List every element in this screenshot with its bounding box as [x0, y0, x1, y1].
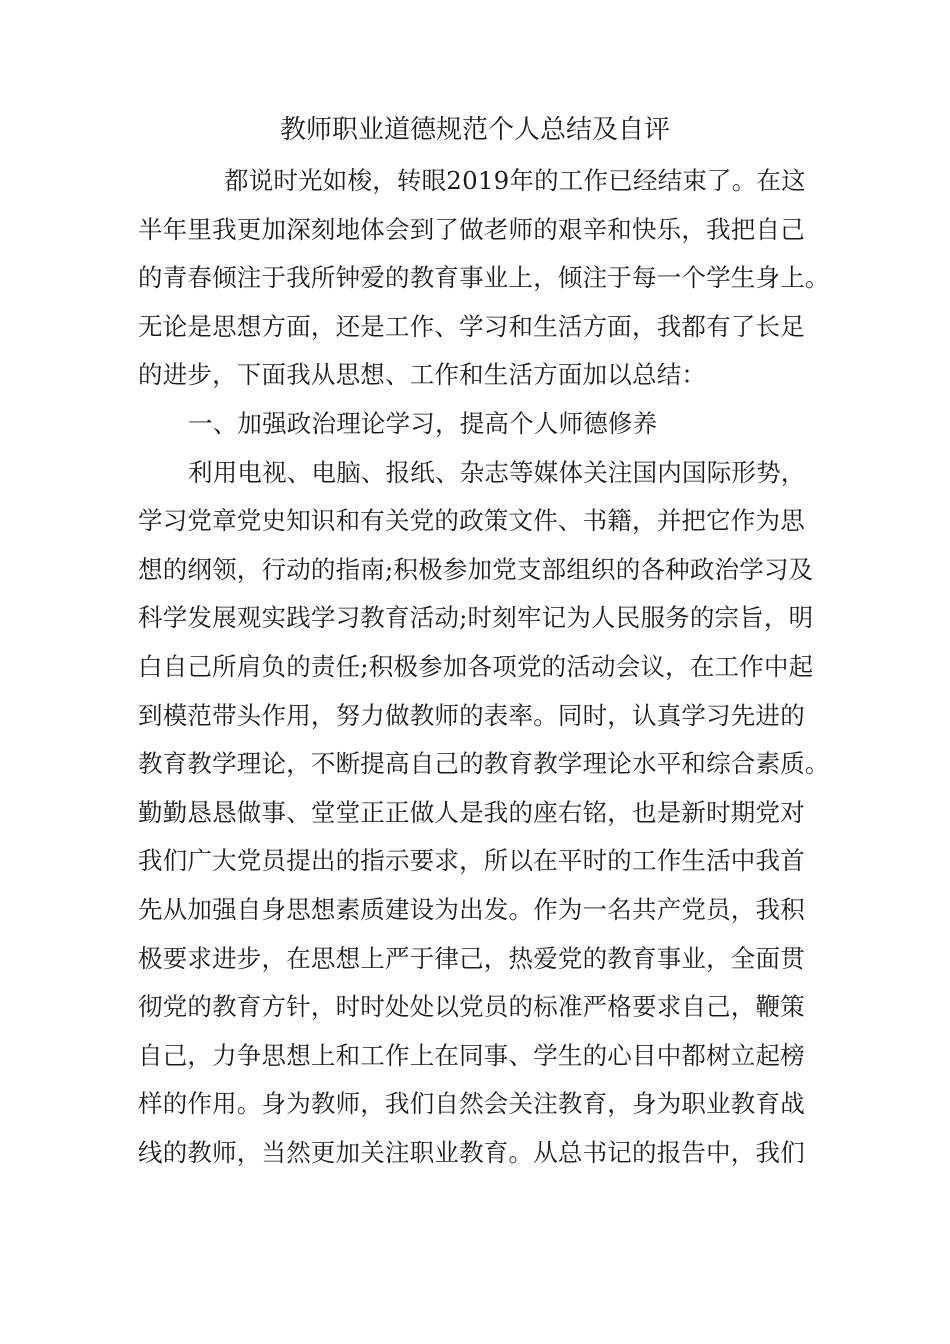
section-heading: 一、加强政治理论学习，提高个人师德修养: [188, 408, 658, 438]
text-line: 勤勤恳恳做事、堂堂正正做人是我的座右铭，也是新时期党对: [138, 797, 805, 827]
text-line: 到模范带头作用，努力做教师的表率。同时，认真学习先进的: [138, 700, 805, 730]
document-body: [138, 157, 838, 1177]
text-line: 科学发展观实践学习教育活动;时刻牢记为人民服务的宗旨，明: [138, 603, 814, 633]
text-line: 白自己所肩负的责任;积极参加各项党的活动会议，在工作中起: [138, 651, 814, 681]
text-line: 线的教师，当然更加关注职业教育。从总书记的报告中，我们: [138, 1137, 805, 1167]
text-line: 样的作用。身为教师，我们自然会关注教育，身为职业教育战: [138, 1089, 805, 1119]
text-line: 自己，力争思想上和工作上在同事、学生的心目中都树立起榜: [138, 1040, 805, 1070]
text-line: 我们广大党员提出的指示要求，所以在平时的工作生活中我首: [138, 846, 805, 876]
text-line: 的青春倾注于我所钟爱的教育事业上，倾注于每一个学生身上。: [138, 263, 830, 293]
document-title: 教师职业道德规范个人总结及自评: [279, 115, 670, 145]
text-line: 教育教学理论，不断提高自己的教育教学理论水平和综合素质。: [138, 749, 830, 779]
text-line: 想的纲领，行动的指南;积极参加党支部组织的各种政治学习及: [138, 554, 814, 584]
text-line: 无论是思想方面，还是工作、学习和生活方面，我都有了长足: [138, 311, 805, 341]
text-line: 都说时光如梭，转眼2019年的工作已经结束了。在这: [224, 166, 806, 195]
text-line: 极要求进步，在思想上严于律己，热爱党的教育事业，全面贯: [138, 943, 805, 973]
text-line: 的进步，下面我从思想、工作和生活方面加以总结：: [138, 360, 707, 390]
text-line: 先从加强自身思想素质建设为出发。作为一名共产党员，我积: [138, 894, 805, 924]
text-line: 学习党章党史知识和有关党的政策文件、书籍，并把它作为思: [138, 506, 805, 536]
text-line: 利用电视、电脑、报纸、杂志等媒体关注国内国际形势，: [188, 457, 806, 487]
text-line: 半年里我更加深刻地体会到了做老师的艰辛和快乐，我把自己: [138, 214, 805, 244]
text-line: 彻党的教育方针，时时处处以党员的标准严格要求自己，鞭策: [138, 992, 805, 1022]
